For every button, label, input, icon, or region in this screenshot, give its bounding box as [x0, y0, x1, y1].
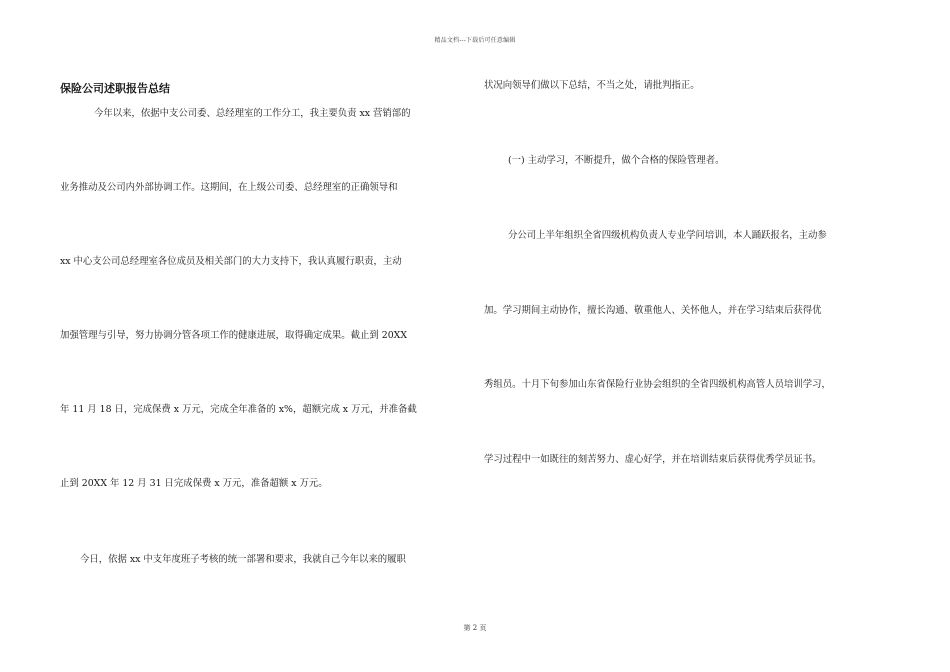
document-title: 保险公司述职报告总结 [60, 82, 170, 95]
header-note: 精品文档---下载后可任意编辑 [434, 37, 516, 44]
body-text-line: 状况向领导们做以下总结，不当之处，请批判指正。 [484, 80, 700, 91]
body-text-line: 分公司上半年组织全省四级机构负责人专业学问培训，本人踊跃报名，主动参 [508, 230, 827, 241]
body-text-line: 加。学习期间主动协作，擅长沟通、敬重他人、关怀他人，并在学习结束后获得优 [484, 305, 822, 316]
body-text-line: 学习过程中一如既往的刻苦努力、虚心好学，并在培训结束后获得优秀学员证书。 [484, 454, 822, 465]
section-heading: (一) 主动学习，不断提升，做个合格的保险管理者。 [508, 155, 725, 166]
body-text-line: 止到 20XX 年 12 月 31 日完成保费 x 万元，准备超额 x 万元。 [60, 478, 328, 489]
body-text-line: xx 中心支公司总经理室各位成员及相关部门的大力支持下，我认真履行职责，主动 [60, 256, 402, 267]
body-text-line: 业务推动及公司内外部协调工作。这期间，在上级公司委、总经理室的正确领导和 [60, 182, 398, 193]
page-number: 第 2 页 [463, 624, 487, 632]
body-text-line: 秀组员。十月下旬参加山东省保险行业协会组织的全省四级机构高管人员培训学习， [484, 379, 831, 390]
body-text-line: 今年以来，依据中支公司委、总经理室的工作分工，我主要负责 xx 营销部的 [94, 108, 411, 119]
body-text-line: 加强管理与引导，努力协调分管各项工作的健康进展，取得确定成果。截止到 20XX [60, 330, 408, 341]
body-text-line: 年 11 月 18 日，完成保费 x 万元，完成全年准备的 x%，超额完成 x 万元，并准备截 [60, 404, 417, 415]
body-text-line: 今日，依据 xx 中支年度班子考核的统一部署和要求，我就自己今年以来的履职 [80, 554, 406, 565]
